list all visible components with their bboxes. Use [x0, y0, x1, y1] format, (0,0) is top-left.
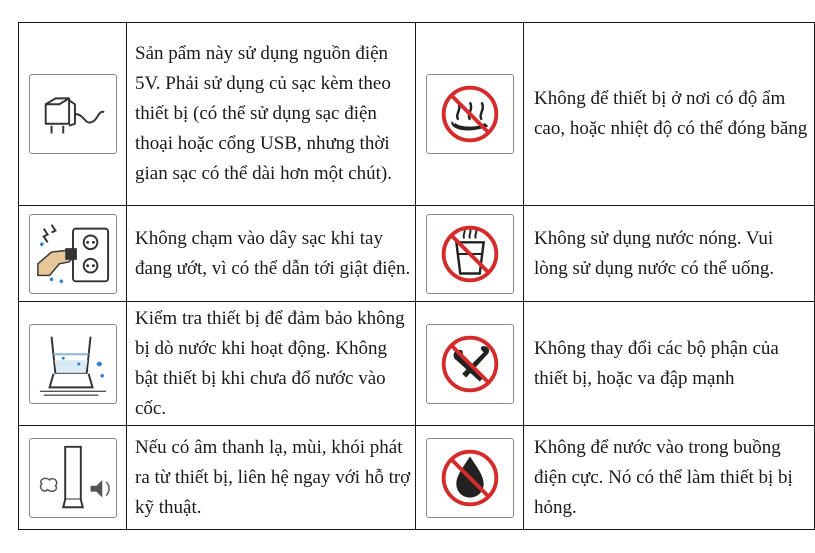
wet-hand-outlet-icon — [29, 214, 117, 294]
icon-cell — [416, 302, 524, 426]
icon-cell — [19, 23, 127, 206]
no-water-drop-icon — [426, 438, 514, 518]
table-row — [19, 23, 815, 206]
instruction-text: Nếu có âm thanh lạ, mùi, khói phát ra từ thiết bị, liên hệ ngay với hỗ trợ kỹ thuật. — [127, 426, 416, 530]
table-row — [19, 206, 815, 302]
instruction-text: Không chạm vào dây sạc khi tay đang ướt, vì có thể dẫn tới giật điện. — [127, 206, 416, 302]
icon-cell — [416, 23, 524, 206]
icon-cell — [19, 426, 127, 530]
no-humidity-icon — [426, 74, 514, 154]
instruction-text: Kiểm tra thiết bị để đảm bảo không bị dò nước khi hoạt động. Không bật thiết bị khi chưa đổ nước vào cốc. — [127, 302, 416, 426]
instruction-text: Không thay đổi các bộ phận của thiết bị, hoặc va đập mạnh — [524, 302, 815, 426]
instruction-text: Sản pẩm này sử dụng nguồn điện 5V. Phải sử dụng củ sạc kèm theo thiết bị (có thể sử dụng sạc điện thoại hoặc cổng USB, nhưng thời gian sạc có thể dài hơn một chút). — [127, 23, 416, 206]
no-hot-water-icon — [426, 214, 514, 294]
table-row — [19, 302, 815, 426]
icon-cell — [416, 206, 524, 302]
icon-cell — [416, 426, 524, 530]
no-tools-icon — [426, 324, 514, 404]
icon-cell — [19, 302, 127, 426]
device-leak-check-icon — [29, 324, 117, 404]
instruction-text: Không để thiết bị ở nơi có độ ẩm cao, hoặc nhiệt độ có thể đóng băng — [524, 23, 815, 206]
safety-instructions-table — [18, 22, 815, 530]
instruction-text: Không để nước vào trong buồng điện cực. Nó có thể làm thiết bị bị hỏng. — [524, 426, 815, 530]
icon-cell — [19, 206, 127, 302]
table-row — [19, 426, 815, 530]
smoke-sound-alert-icon — [29, 438, 117, 518]
instruction-text: Không sử dụng nước nóng. Vui lòng sử dụng nước có thể uống. — [524, 206, 815, 302]
charger-plug-icon — [29, 74, 117, 154]
